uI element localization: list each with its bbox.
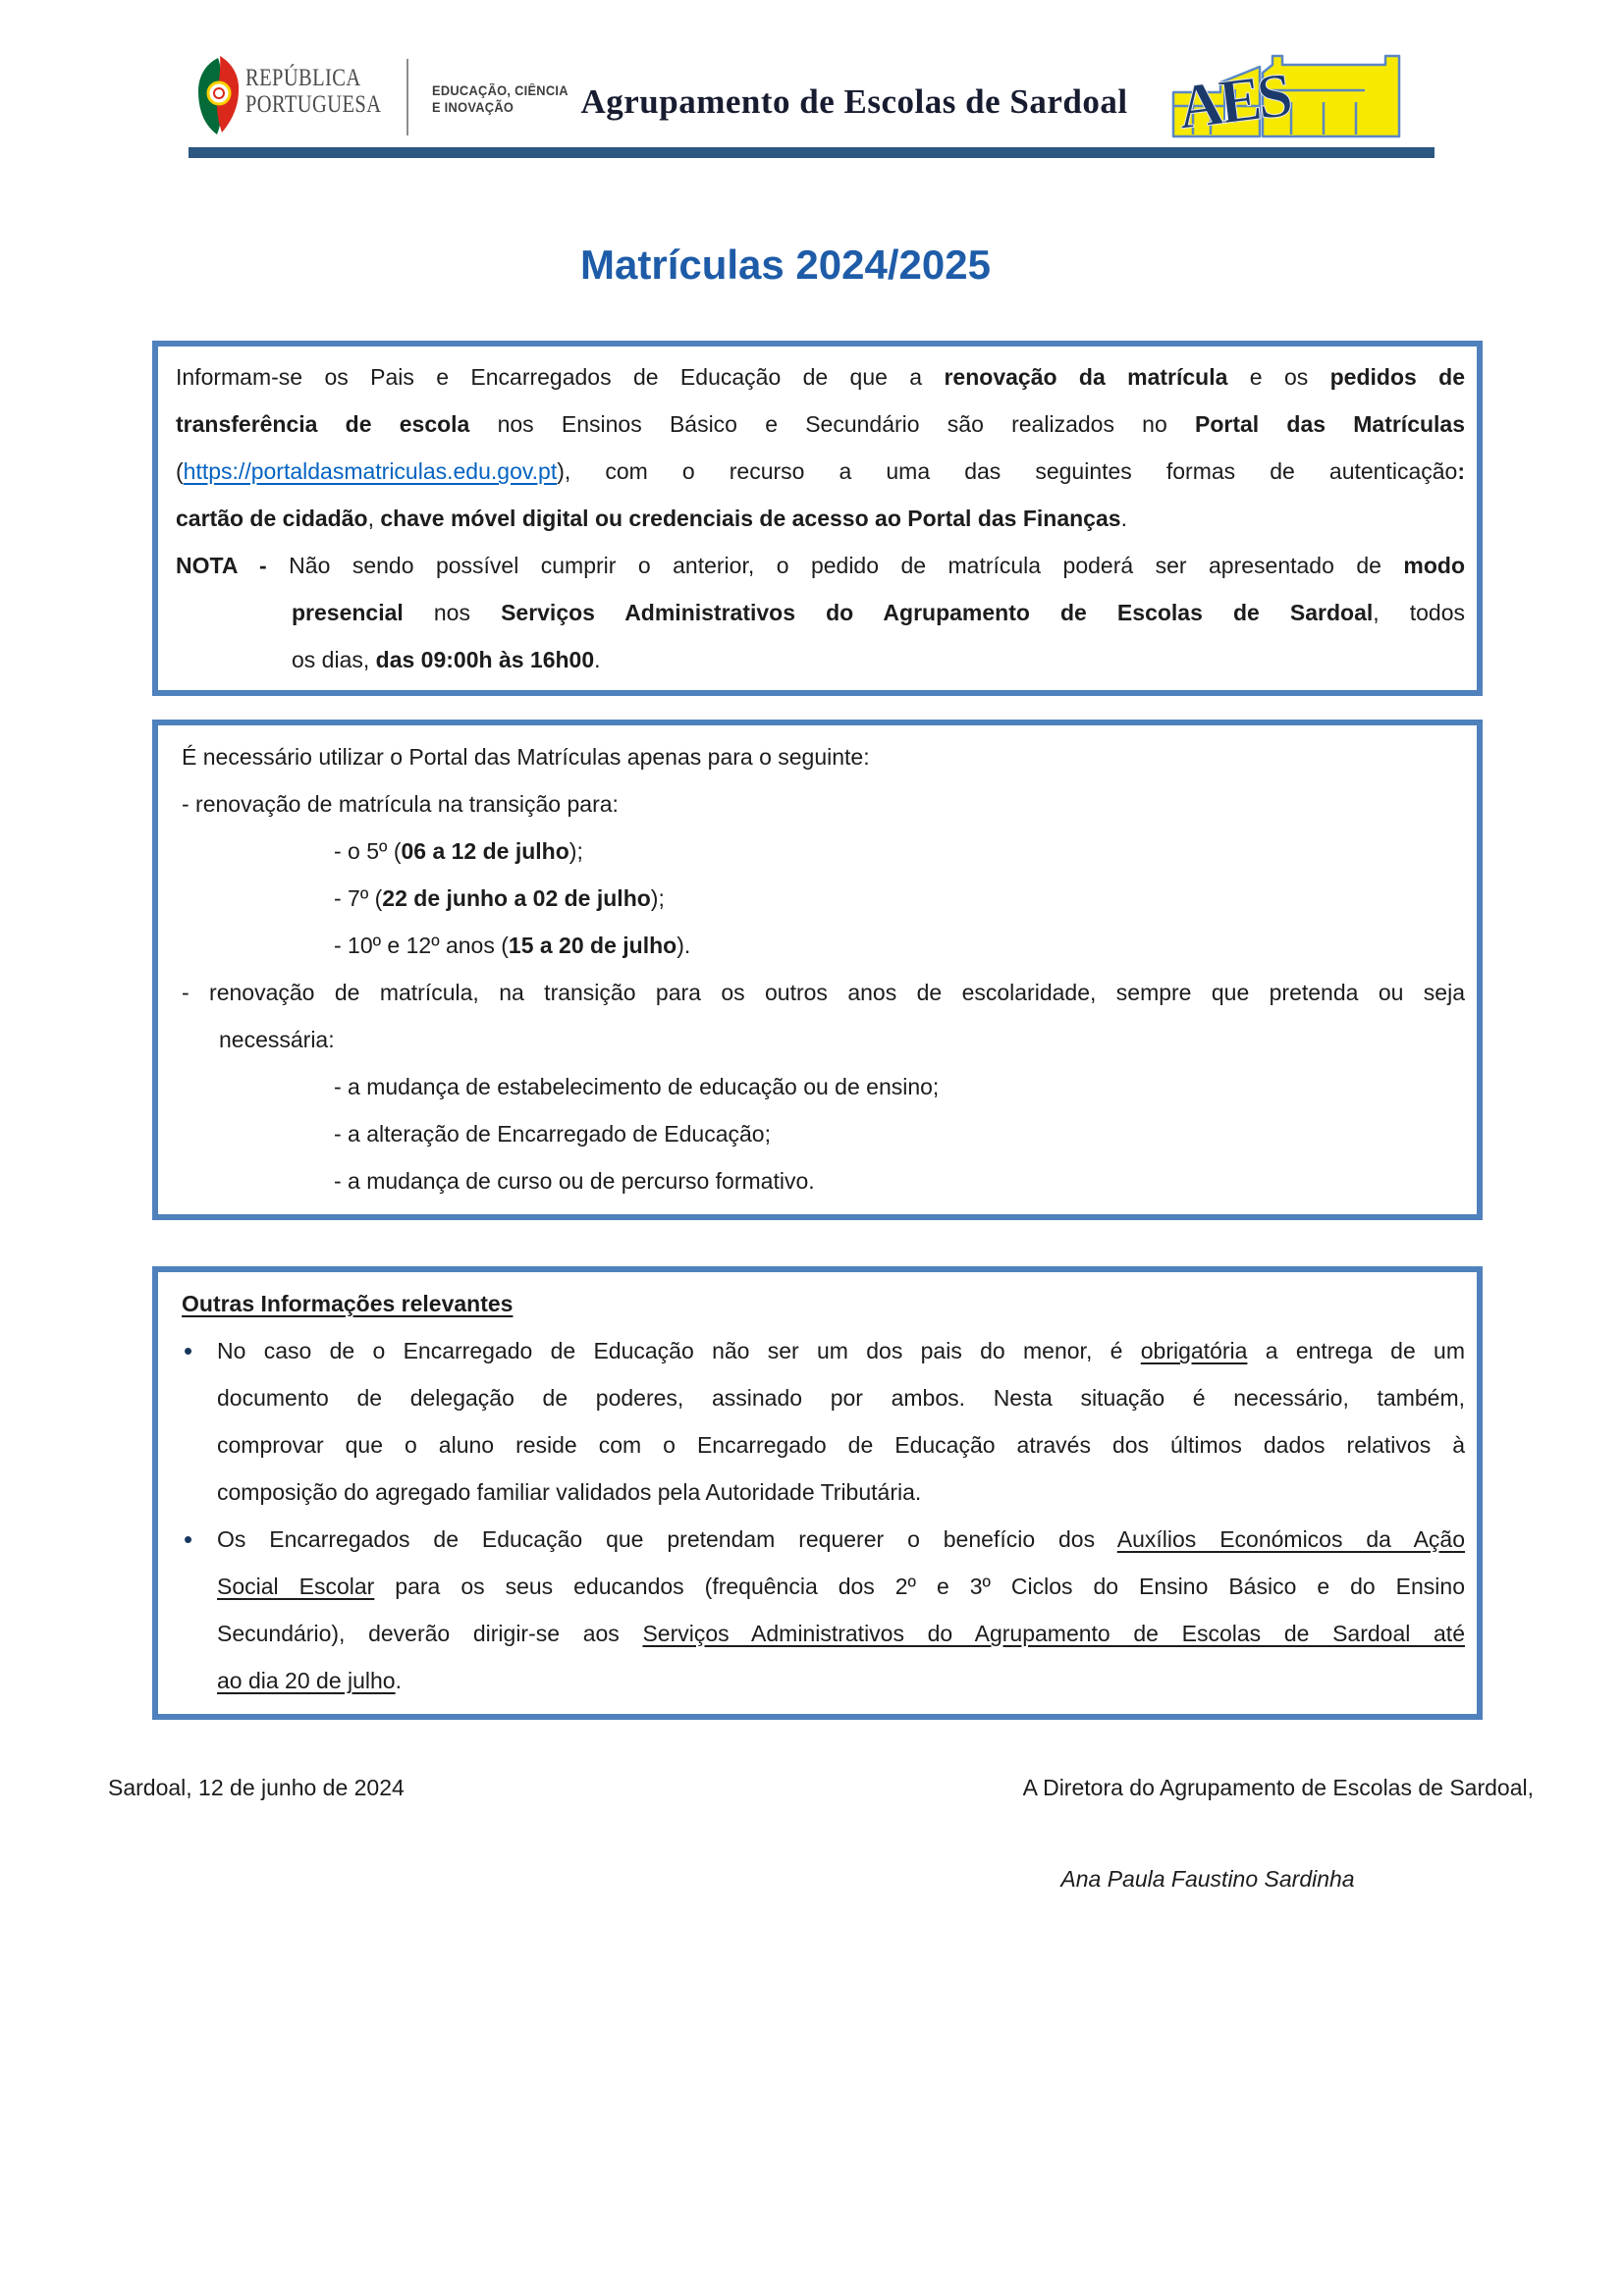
text-segment: transferência de escola <box>176 411 470 437</box>
intro-text <box>176 353 1465 683</box>
text-line <box>217 1327 1465 1374</box>
text-segment: - renovação de matrícula na transição para: <box>182 791 619 817</box>
text-segment: ( <box>176 458 184 484</box>
page-title: Matrículas 2024/2025 <box>580 241 991 288</box>
aes-logo-text: AES <box>1173 59 1293 142</box>
bullet-icon: • <box>184 1336 193 1365</box>
text-segment: 22 de junho a 02 de julho <box>382 885 651 911</box>
gov-logo-text <box>245 65 381 118</box>
portal-usage-text <box>182 733 1465 1204</box>
portal-matriculas-link[interactable]: https://portaldasmatriculas.edu.gov.pt <box>183 458 558 484</box>
bullet-item-social-support <box>182 1516 1465 1704</box>
text-line <box>176 400 1465 448</box>
text-segment: ). <box>677 933 691 958</box>
text-segment: necessária: <box>219 1027 335 1052</box>
text-segment: a entrega de um <box>1247 1338 1465 1363</box>
text-segment: Os Encarregados de Educação que pretendam requerer o benefício dos <box>217 1526 1117 1552</box>
gov-logo-line2: PORTUGUESA <box>245 91 382 118</box>
text-segment: composição do agregado familiar validados pela Autoridade Tributária. <box>217 1479 922 1505</box>
text-line <box>176 353 1465 400</box>
text-line <box>182 922 1465 969</box>
text-segment: 15 a 20 de julho <box>508 933 677 958</box>
republica-portuguesa-flag-icon <box>194 55 242 137</box>
text-segment: pedidos de <box>1329 364 1466 390</box>
text-line <box>182 1157 1465 1204</box>
text-segment: Secundário), deverão dirigir-se aos <box>217 1621 643 1646</box>
text-line <box>182 1016 1465 1063</box>
text-segment: É necessário utilizar o Portal das Matrículas apenas para o seguinte: <box>182 744 870 770</box>
text-segment: Social Escolar <box>217 1574 375 1599</box>
text-segment: Serviços Administrativos do Agrupamento de Escolas de Sardoal <box>501 600 1374 625</box>
aes-school-logo <box>1164 41 1434 143</box>
gov-logo-line1: REPÚBLICA <box>245 65 361 91</box>
text-segment: renovação da matrícula <box>944 364 1228 390</box>
text-line <box>217 1563 1465 1610</box>
text-segment: obrigatória <box>1140 1338 1248 1363</box>
text-line <box>217 1421 1465 1468</box>
text-segment: - o 5º ( <box>334 838 402 864</box>
text-line <box>182 969 1465 1016</box>
text-segment: cartão de cidadão <box>176 506 368 531</box>
text-segment: das 09:00h às 16h00 <box>375 647 595 672</box>
text-segment: , todos <box>1373 600 1466 625</box>
intro-box <box>152 341 1483 696</box>
text-segment: Serviços Administrativos do Agrupamento de Escolas de Sardoal até <box>642 1621 1465 1646</box>
text-segment: nos <box>403 600 502 625</box>
text-line <box>182 875 1465 922</box>
text-segment: 06 a 12 de julho <box>401 838 569 864</box>
text-segment: - a mudança de estabelecimento de educação ou de ensino; <box>334 1074 940 1099</box>
portal-usage-box <box>152 720 1483 1220</box>
text-line <box>176 448 1465 495</box>
text-line <box>217 1468 1465 1516</box>
bullet-icon: • <box>184 1524 193 1554</box>
text-line <box>176 636 1465 683</box>
text-line <box>182 828 1465 875</box>
text-segment: para os seus educandos (frequência dos 2º e 3º Ciclos do Ensino Básico e do Ensino <box>374 1574 1466 1599</box>
text-segment: . <box>1120 506 1127 531</box>
text-segment: e os <box>1227 364 1330 390</box>
text-segment: No caso de o Encarregado de Educação não ser um dos pais do menor, é <box>217 1338 1141 1363</box>
text-segment: Informam-se os Pais e Encarregados de Educação de que a <box>176 364 945 390</box>
other-info-title: Outras Informações relevantes <box>182 1291 514 1316</box>
text-segment: os dias, <box>292 647 376 672</box>
text-segment: nos Ensinos Básico e Secundário são realizados no <box>469 411 1195 437</box>
text-line <box>182 1110 1465 1157</box>
text-line <box>217 1374 1465 1421</box>
text-segment: , <box>367 506 381 531</box>
text-segment: NOTA - <box>176 553 290 578</box>
text-line <box>182 780 1465 828</box>
text-segment: Não sendo possível cumprir o anterior, o pedido de matrícula poderá ser apresentado de <box>289 553 1404 578</box>
ministry-line1: EDUCAÇÃO, CIÊNCIA <box>432 83 568 98</box>
text-line <box>182 733 1465 780</box>
text-segment: Portal das Matrículas <box>1194 411 1466 437</box>
director-signature: Ana Paula Faustino Sardinha <box>1060 1866 1355 1892</box>
text-segment: . <box>395 1668 402 1693</box>
school-name: Agrupamento de Escolas de Sardoal <box>580 82 1128 121</box>
text-segment: ); <box>568 838 583 864</box>
text-line <box>217 1657 1465 1704</box>
text-line <box>182 1063 1465 1110</box>
text-segment: ), com o recurso a uma das seguintes formas de autenticação <box>557 458 1458 484</box>
text-segment: - a mudança de curso ou de percurso formativo. <box>334 1168 815 1194</box>
text-segment: : <box>1457 458 1465 484</box>
text-segment: presencial <box>292 600 404 625</box>
bullet-text <box>217 1516 1465 1704</box>
text-segment: ); <box>650 885 665 911</box>
director-line: A Diretora do Agrupamento de Escolas de Sardoal, <box>1022 1775 1534 1800</box>
text-segment: - 10º e 12º anos ( <box>334 933 509 958</box>
text-line <box>176 495 1465 542</box>
text-segment: Auxílios Económicos da Ação <box>1116 1526 1466 1552</box>
text-segment: ao dia 20 de julho <box>217 1668 396 1693</box>
bullet-text <box>217 1327 1465 1516</box>
text-segment: comprovar que o aluno reside com o Encarregado de Educação através dos últimos dados relativos à <box>217 1432 1465 1458</box>
text-segment: - renovação de matrícula, na transição para os outros anos de escolaridade, sempre que pretenda ou seja <box>182 980 1465 1005</box>
other-info-box <box>152 1266 1483 1720</box>
text-segment: modo <box>1403 553 1465 578</box>
bullet-item-guardian-delegation <box>182 1327 1465 1516</box>
header-rule <box>189 147 1435 158</box>
header-divider <box>406 59 408 135</box>
text-segment: - 7º ( <box>334 885 383 911</box>
text-line <box>217 1516 1465 1563</box>
text-line <box>217 1610 1465 1657</box>
text-segment: documento de delegação de poderes, assinado por ambos. Nesta situação é necessário, também, <box>217 1385 1465 1411</box>
text-segment: - a alteração de Encarregado de Educação; <box>334 1121 771 1147</box>
date-place: Sardoal, 12 de junho de 2024 <box>108 1775 405 1800</box>
text-segment: chave móvel digital ou credenciais de acesso ao Portal das Finanças <box>380 506 1121 531</box>
ministry-line2: E INOVAÇÃO <box>432 100 514 115</box>
text-line <box>176 542 1465 589</box>
footer-row <box>108 1773 1534 1802</box>
text-segment: . <box>594 647 601 672</box>
text-line <box>176 589 1465 636</box>
